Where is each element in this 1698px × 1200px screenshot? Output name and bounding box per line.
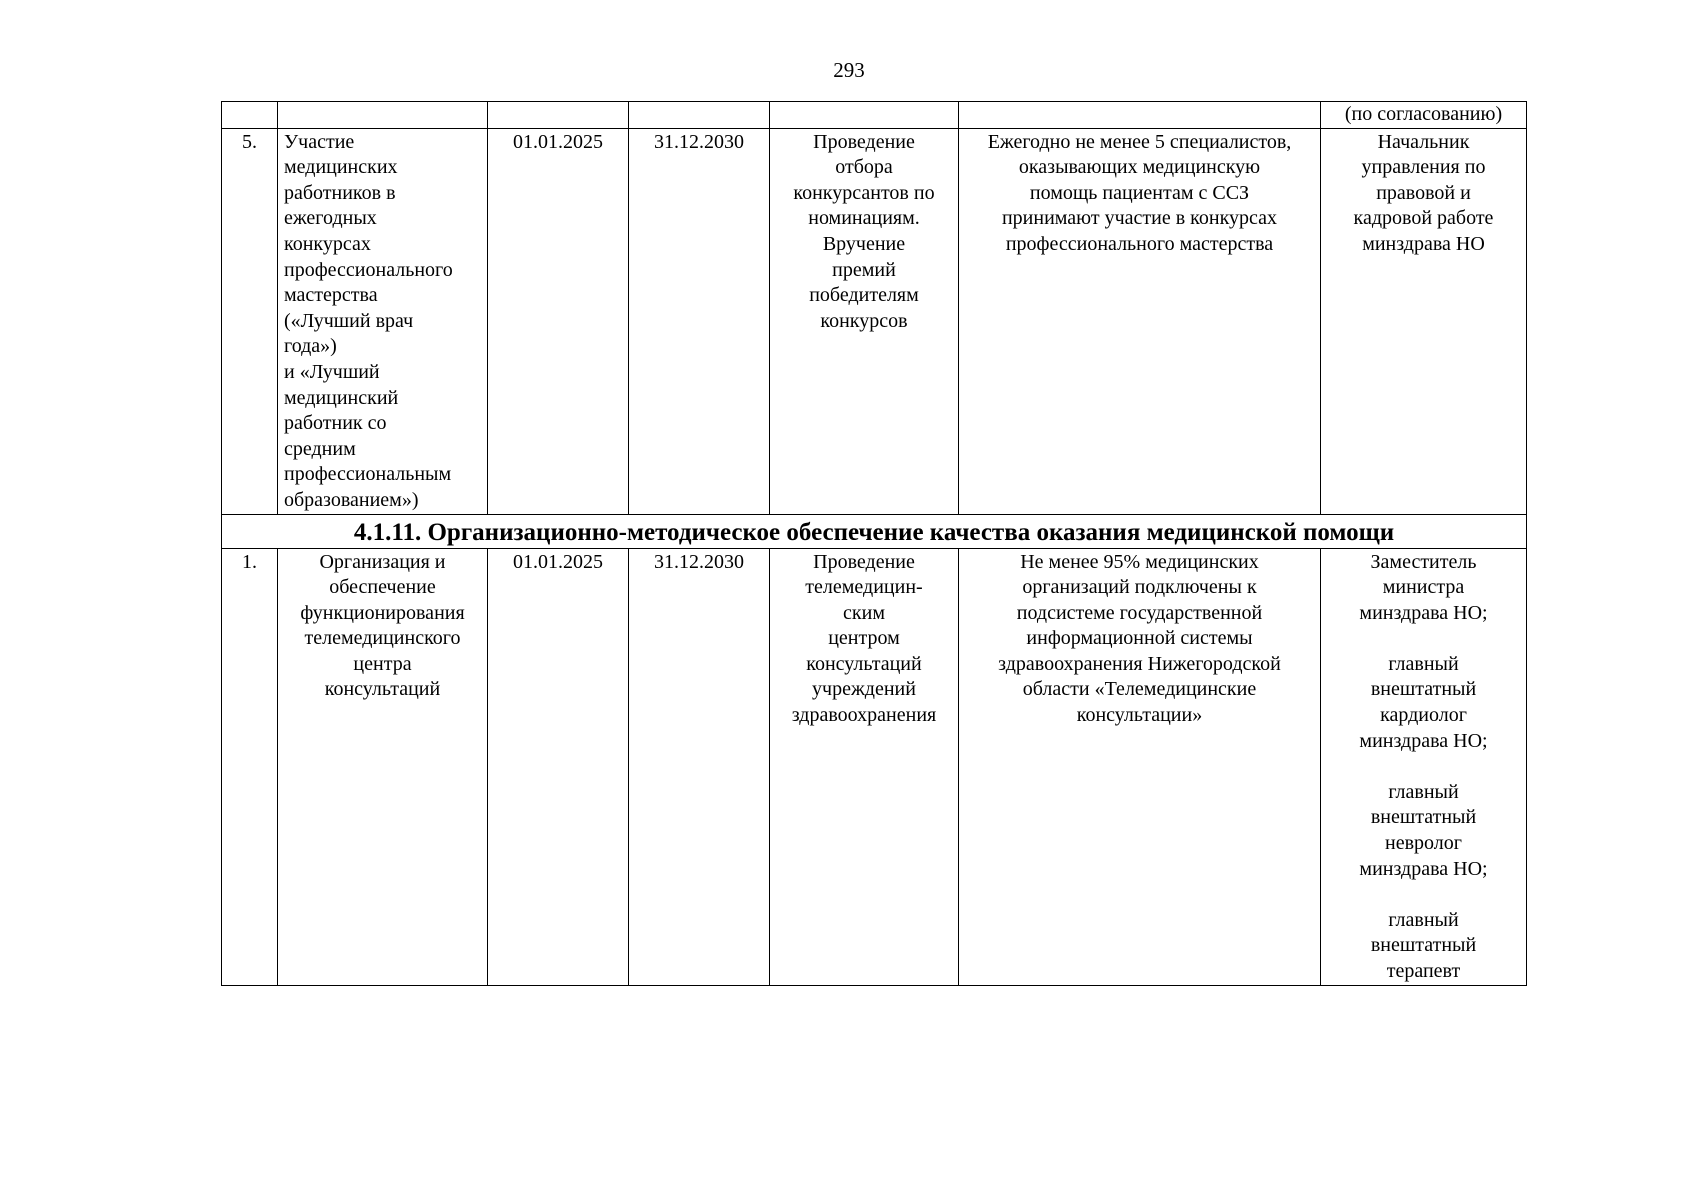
cont-cell-activity — [278, 102, 488, 129]
row-5-start-date: 01.01.2025 — [488, 128, 629, 514]
activity-table — [221, 101, 1527, 986]
row-1-result: Не менее 95% медицинских организаций подключены к подсистеме государственной информационной системы здравоохранения Нижегородской области «Телемедицинские консультации» — [959, 548, 1321, 985]
continuation-row — [222, 102, 1527, 129]
row-5-result: Ежегодно не менее 5 специалистов, оказывающих медицинскую помощь пациентам с ССЗ принимают участие в конкурсах профессионального мастерства — [959, 128, 1321, 514]
cont-cell-result — [959, 102, 1321, 129]
section-heading-row — [222, 514, 1527, 548]
row-5-activity: Участие медицинских работников в ежегодных конкурсах профессионального мастерства («Лучший врач года») и «Лучший медицинский работник со средним профессиональным образованием») — [278, 128, 488, 514]
page-number: 293 — [833, 58, 865, 82]
row-1-start-date: 01.01.2025 — [488, 548, 629, 985]
row-5-responsible: Начальник управления по правовой и кадровой работе минздрава НО — [1321, 128, 1527, 514]
row-5-measures: Проведение отбора конкурсантов по номинациям. Вручение премий победителям конкурсов — [770, 128, 959, 514]
row-5-number: 5. — [222, 128, 278, 514]
row-1-responsible: Заместитель министра минздрава НО; главный внештатный кардиолог минздрава НО; главный внештатный невролог минздрава НО; главный внештатный терапевт — [1321, 548, 1527, 985]
cont-cell-num — [222, 102, 278, 129]
section-title: 4.1.11. Организационно-методическое обеспечение качества оказания медицинской помощи — [222, 514, 1527, 548]
cont-cell-measures — [770, 102, 959, 129]
row-1-end-date: 31.12.2030 — [629, 548, 770, 985]
row-5-end-date: 31.12.2030 — [629, 128, 770, 514]
row-1-measures: Проведение телемедицин- ским центром консультаций учреждений здравоохранения — [770, 548, 959, 985]
cont-cell-end — [629, 102, 770, 129]
cont-cell-start — [488, 102, 629, 129]
row-1-number: 1. — [222, 548, 278, 985]
cont-cell-responsible: (по согласованию) — [1321, 102, 1527, 129]
table-row-1 — [222, 548, 1527, 985]
row-1-activity: Организация и обеспечение функционирования телемедицинского центра консультаций — [278, 548, 488, 985]
table-row-5 — [222, 128, 1527, 514]
